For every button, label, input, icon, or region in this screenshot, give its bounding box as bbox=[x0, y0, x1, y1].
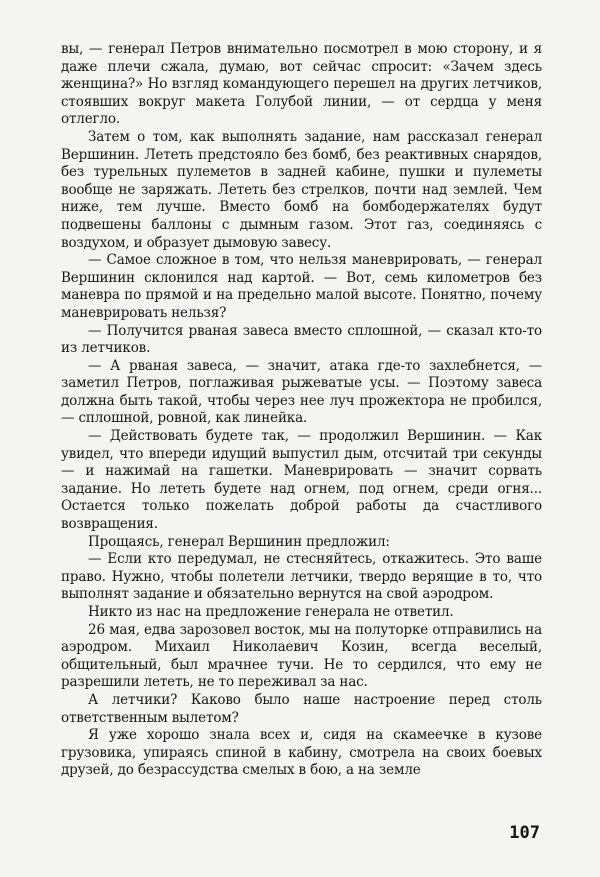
paragraph-5: — А рваная завеса, — значит, атака где-то захлебнется, — заметил Петров, поглаживая рыжеватые усы. — Поэтому завеса должна быть такой, чтобы через нее луч прожектора не пробился, — сплошной, ровной, как линейка. bbox=[61, 357, 542, 427]
paragraph-7: Прощаясь, генерал Вершинин предложил: bbox=[88, 533, 390, 550]
page-text bbox=[61, 41, 542, 780]
paragraph-11: А летчики? Каково было наше настроение перед столь ответственным вылетом? bbox=[61, 691, 542, 726]
paragraph-4: — Получится рваная завеса вместо сплошной, — сказал кто-то из летчиков. bbox=[61, 322, 542, 357]
paragraph-8: — Если кто передумал, не стесняйтесь, откажитесь. Это ваше право. Нужно, чтобы полетели летчики, твердо верящие в то, что выполнят задание и обязательно вернутся на свой аэродром. bbox=[61, 551, 542, 603]
paragraph-12: Я уже хорошо знала всех и, сидя на скамеечке в кузове грузовика, упираясь спиной в кабину, смотрела на своих боевых друзей, до безрассудства смелых в бою, а на земле bbox=[61, 727, 542, 779]
paragraph-6: — Действовать будете так, — продолжил Вершинин. — Как увидел, что впереди идущий выпустил дым, отсчитай три секунды — и нажимай на гашетки. Маневрировать — значит сорвать задание. Но лететь будете над огнем, под огнем, среди огня... Остается только пожелать доброй работы да счастливого возвращения. bbox=[61, 428, 542, 533]
paragraph-10: 26 мая, едва зарозовел восток, мы на полуторке отправились на аэродром. Михаил Николаевич Козин, всегда веселый, общительный, был мрачнее тучи. Не то сердился, что ему не разрешили лететь, не то переживал за нас. bbox=[61, 621, 542, 691]
page-number: 107 bbox=[509, 823, 540, 843]
paragraph-2: Затем о том, как выполнять задание, нам рассказал генерал Вершинин. Лететь предстояло без бомб, без реактивных снарядов, без турельных пулеметов в задней кабине, пушки и пулеметы вообще не заряжать. Лететь без стрелков, почти над землей. Чем ниже, тем лучше. Вместо бомб на бомбодержателях будут подвешены баллоны с дымным газом. Этот газ, соединяясь с воздухом, и образует дымовую завесу. bbox=[61, 128, 542, 251]
paragraph-1: вы, — генерал Петров внимательно посмотрел в мою сторону, и я даже плечи сжала, думаю, вот сейчас спросит: «Зачем здесь женщина?» Но взгляд командующего перешел на других летчиков, стоявших вокруг макета Голубой линии, — от сердца у меня отлегло. bbox=[61, 41, 542, 128]
paragraph-3: — Самое сложное в том, что нельзя маневрировать, — генерал Вершинин склонился над картой. — Вот, семь километров без маневра по прямой и на предельно малой высоте. Понятно, почему маневрировать нельзя? bbox=[61, 252, 542, 321]
paragraph-9: Никто из нас на предложение генерала не ответил. bbox=[88, 604, 454, 620]
